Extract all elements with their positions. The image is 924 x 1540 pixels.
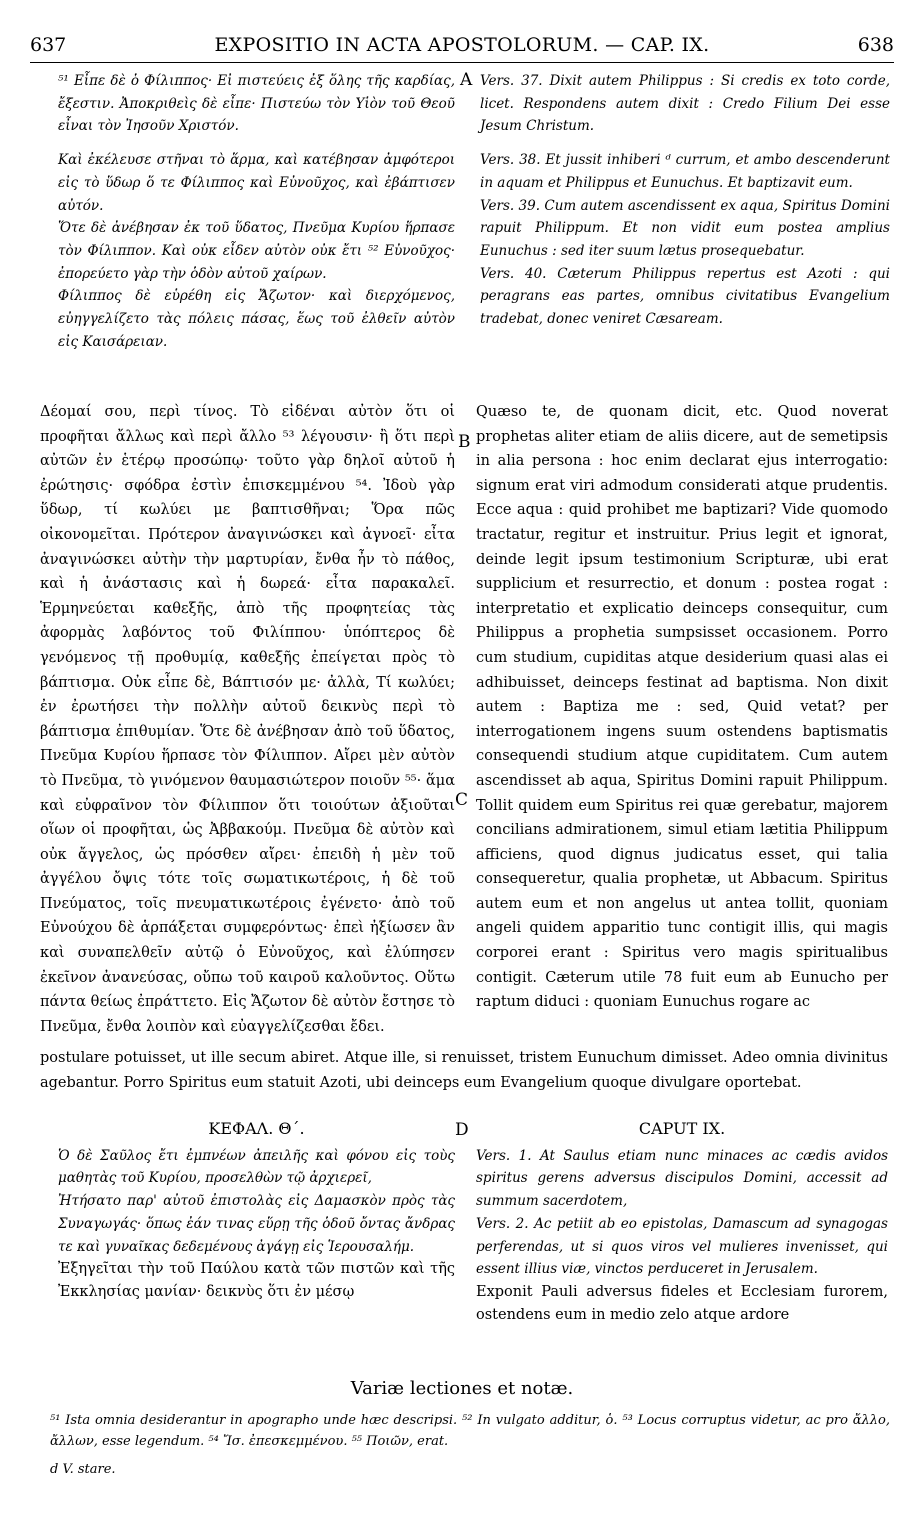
page-number-right: 638 <box>857 34 894 56</box>
greek-verse: Φίλιππος δὲ εὑρέθη εἰς Ἄζωτον· καὶ διερχόμενος, εὐηγγελίζετο τὰς πόλεις πάσας, ἕως τοῦ ἐλθεῖν αὐτὸν εἰς Καισάρειαν. <box>58 288 455 350</box>
running-header <box>30 34 894 58</box>
margin-marker-b: B <box>458 432 471 452</box>
latin-verse: Vers. 2. Ac petiit ab eo epistolas, Damascum ad synagogas perferendas, ut si quos viros vel mulieres invenisset, qui essent illius viæ, vinctos perduceret in Jerusalem. <box>476 1215 888 1278</box>
latin-commentary <box>476 400 888 1045</box>
header-rule <box>30 62 894 63</box>
latin-verse: Vers. 37. Dixit autem Philippus : Si credis ex toto corde, licet. Respondens autem dixit : Credo Filium Dei esse Jesum Christum. <box>480 73 890 135</box>
latin-verse: Vers. 38. Et jussit inhiberi ᵈ currum, et ambo descenderunt in aquam et Philippus et Eunuchus. Et baptizavit eum. <box>480 152 890 191</box>
latin-verse: Vers. 1. At Saulus etiam nunc minaces ac cædis avidos spiritus gerens adversus discipulos Domini, accessit ad summum sacerdotem, <box>476 1147 888 1210</box>
greek-verse: Ἠτήσατο παρ' αὐτοῦ ἐπιστολὰς εἰς Δαμασκὸν πρὸς τὰς Συναγωγάς· ὅπως ἐάν τινας εὕρῃ τῆς ὁδοῦ ὄντας ἄνδρας τε καὶ γυναῖκας δεδεμένους ἀγάγῃ εἰς Ἱερουσαλήμ. <box>58 1193 455 1255</box>
page-number-left: 637 <box>30 34 67 56</box>
latin-commentary-text: Quæso te, de quonam dicit, etc. Quod noverat prophetas aliter etiam de aliis dicere, aut de semetipsis in alia persona : hoc enim declarat ejus interrogatio: signum erat viri admodum considerati atque prudentis. Ecce aqua : quid prohibet me baptizari? Vide quomodo tractatur, regitur et instruitur. Prius legit et ignorat, deinde legit ipsum testimonium Scripturæ, ubi erat supplicium et resurrectio, et donum : postea rogat : interpretatio et explicatio deinceps consequitur, cum Philippus a prophetia sumpsisset occasionem. Porro cum studium, cupiditas atque desiderium quasi alas ei adhibuisset, deinceps festinat ad baptisma. Non dixit autem : Baptiza me : sed, Quid vetat? per interrogationem ingens suum ostendens baptismatis consequendi studium atque cupiditatem. Cum autem ascendisset ab aqua, Spiritus Domini rapuit Philippum. Tollit quidem eum Spiritus rei quæ gerebatur, majorem concilians admirationem, simul etiam lætitia Philippum afficiens, quod dignus judicatus esset, qui talia consequeretur, qualia prophetæ, ut Abbacum. Spiritus autem eum et non angelus ut antea tollit, quoniam angeli quidem apparitio tunc contigit illis, qui magis corporei erant : Spiritus vero magis spiritualibus contigit. Cæterum utile 78 fuit eum ab Eunucho per raptum diduci : quoniam Eunuchus rogare ac <box>476 404 888 1011</box>
greek-commentary <box>40 400 455 1045</box>
notes-text: ⁵¹ Ista omnia desiderantur in apographo unde hæc descripsi. ⁵² In vulgato additur, ὁ. ⁵³ Locus corruptus videtur, ac pro ἄλλο, ἄλλων, esse legendum. ⁵⁴ Ἴσ. ἐπεσκεμμένου. ⁵⁵ Ποιῶν, erat. <box>50 1413 890 1449</box>
greek-verse: Ὅτε δὲ ἀνέβησαν ἐκ τοῦ ὕδατος, Πνεῦμα Κυρίου ἥρπασε τὸν Φίλιππον. Καὶ οὐκ εἶδεν αὐτὸν οὐκ ἔτι ⁵² Εὐνοῦχος· ἐπορεύετο γὰρ τὴν ὁδὸν αὐτοῦ χαίρων. <box>58 220 455 282</box>
latin-chapter-block <box>476 1118 888 1370</box>
greek-commentary-start: Ἐξηγεῖται τὴν τοῦ Παύλου κατὰ τῶν πιστῶν καὶ τῆς Ἐκκλησίας μανίαν· δεικνὺς ὅτι ἐν μέσῳ <box>58 1261 455 1301</box>
margin-marker-c: C <box>455 790 469 810</box>
margin-marker-d: D <box>455 1120 469 1140</box>
latin-chapter-heading: CAPUT IX. <box>638 1119 726 1138</box>
greek-verse: Ὁ δὲ Σαῦλος ἔτι ἐμπνέων ἀπειλῆς καὶ φόνου εἰς τοὺς μαθητὰς τοῦ Κυρίου, προσελθὼν τῷ ἀρχιερεῖ, <box>58 1147 455 1187</box>
greek-verse: Καὶ ἐκέλευσε στῆναι τὸ ἅρμα, καὶ κατέβησαν ἀμφότεροι εἰς τὸ ὕδωρ ὅ τε Φίλιππος καὶ Εὐνοῦχος, καὶ ἐβάπτισεν αὐτόν. <box>58 152 455 214</box>
greek-commentary-text: Δέομαί σου, περὶ τίνος. Τὸ εἰδέναι αὐτὸν ὅτι οἱ προφῆται ἄλλως καὶ περὶ ἄλλο ⁵³ λέγουσιν· ἢ ὅτι περὶ αὐτῶν ἐν ἑτέρῳ προσώπῳ· τοῦτο γὰρ δηλοῖ αὐτοῦ ἡ ἐρώτησις· σφόδρα ἐστὶν ἐπισκεμμένου ⁵⁴. Ἰδοὺ γὰρ ὕδωρ, τί κωλύει με βαπτισθῆναι; Ὅρα πῶς οἰκονομεῖται. Πρότερον ἀναγινώσκει καὶ ἀγνοεῖ· εἶτα ἀναγινώσκει αὐτὴν τὴν μαρτυρίαν, ἔνθα ἦν τὸ πάθος, καὶ ἡ ἀνάστασις καὶ ἡ δωρεά· εἶτα παρακαλεῖ. Ἑρμηνεύεται καθεξῆς, ἀπὸ τῆς προφητείας τὰς ἀφορμὰς λαβόντος τοῦ Φιλίππου· ὑπόπτερος δὲ γενόμενος τῇ προθυμίᾳ, καθεξῆς ἐπείγεται πρὸς τὸ βάπτισμα. Οὐκ εἶπε δὲ, Βάπτισόν με· ἀλλὰ, Τί κωλύει; ἐν ἐρωτήσει τὴν πολλὴν αὐτοῦ δεικνὺς περὶ τὸ βάπτισμα ἐπιθυμίαν. Ὅτε δὲ ἀνέβησαν ἀπὸ τοῦ ὕδατος, Πνεῦμα Κυρίου ἥρπασε τὸν Φίλιππον. Αἴρει μὲν αὐτὸν τὸ Πνεῦμα, τὸ γινόμενον θαυμασιώτερον ποιοῦν ⁵⁵· ἅμα καὶ εὐφραῖνον τὸν Φίλιππον ὅτι τοιούτων ἀξιοῦται οἵων οἱ προφῆται, ὡς Ἀββακούμ. Πνεῦμα δὲ αὐτὸν καὶ οὐκ ἄγγελος, ὡς πρόσθεν αἴρει· ἐπειδὴ ἡ μὲν τοῦ ἀγγέλου ὄψις τότε τοῖς σωματικωτέροις, ἡ δὲ τοῦ Πνεύματος, τοῖς πνευματικωτέροις ἐγένετο· ἀπὸ τοῦ Εὐνούχου δὲ ἁρπάξεται συμφερόντως· ἐπεὶ ἠξίωσεν ἂν καὶ συναπελθεῖν αὐτῷ ὁ Εὐνοῦχος, καὶ ἐλύπησεν ἐκεῖνον ἀνανεύσας, οὔπω τοῦ καιροῦ καλοῦντος. Οὕτω πάντα θείως ἐπράττετο. Εἰς Ἄζωτον δὲ αὐτὸν ἔστησε τὸ Πνεῦμα, ἔνθα λοιπὸν καὶ εὐαγγελίζεσθαι ἔδει. <box>40 404 455 1035</box>
commentary-continuation <box>40 1046 888 1116</box>
greek-scripture-block <box>58 70 455 390</box>
latin-verse: Vers. 40. Cæterum Philippus repertus est Azoti : qui peragrans eas partes, omnibus civitatibus Evangelium tradebat, donec veniret Cæsaream. <box>480 265 890 328</box>
latin-scripture-block <box>480 70 890 390</box>
running-title: EXPOSITIO IN ACTA APOSTOLORUM. — CAP. IX. <box>214 34 710 56</box>
latin-commentary-start: Exponit Pauli adversus fideles et Ecclesiam furorem, ostendens eum in medio zelo atque ardore <box>476 1283 888 1323</box>
greek-chapter-heading: ΚΕΦΑΛ. Θ΄. <box>208 1119 305 1138</box>
notes-title: Variæ lectiones et notæ. <box>350 1378 574 1399</box>
latin-commentary-continuation: postulare potuisset, ut ille secum abiret. Atque ille, si renuisset, tristem Eunuchum dimisset. Adeo omnia divinitus agebantur. Porro Spiritus eum statuit Azoti, ubi deinceps eum Evangelium quoque divulgare oportebat. <box>40 1050 888 1091</box>
latin-verse: Vers. 39. Cum autem ascendissent ex aqua, Spiritus Domini rapuit Philippum. Et non vidit eum postea amplius Eunuchus : sed iter suum lætus prosequebatur. <box>480 197 890 259</box>
margin-marker-a: A <box>460 70 473 90</box>
greek-chapter-block <box>58 1118 455 1370</box>
footer-note: d V. stare. <box>50 1462 116 1477</box>
greek-verse: ⁵¹ Εἶπε δὲ ὁ Φίλιππος· Εἰ πιστεύεις ἐξ ὅλης τῆς καρδίας, ἔξεστιν. Ἀποκριθεὶς δὲ εἶπε· Πιστεύω τὸν Υἱὸν τοῦ Θεοῦ εἶναι τὸν Ἰησοῦν Χριστόν. <box>58 73 455 135</box>
